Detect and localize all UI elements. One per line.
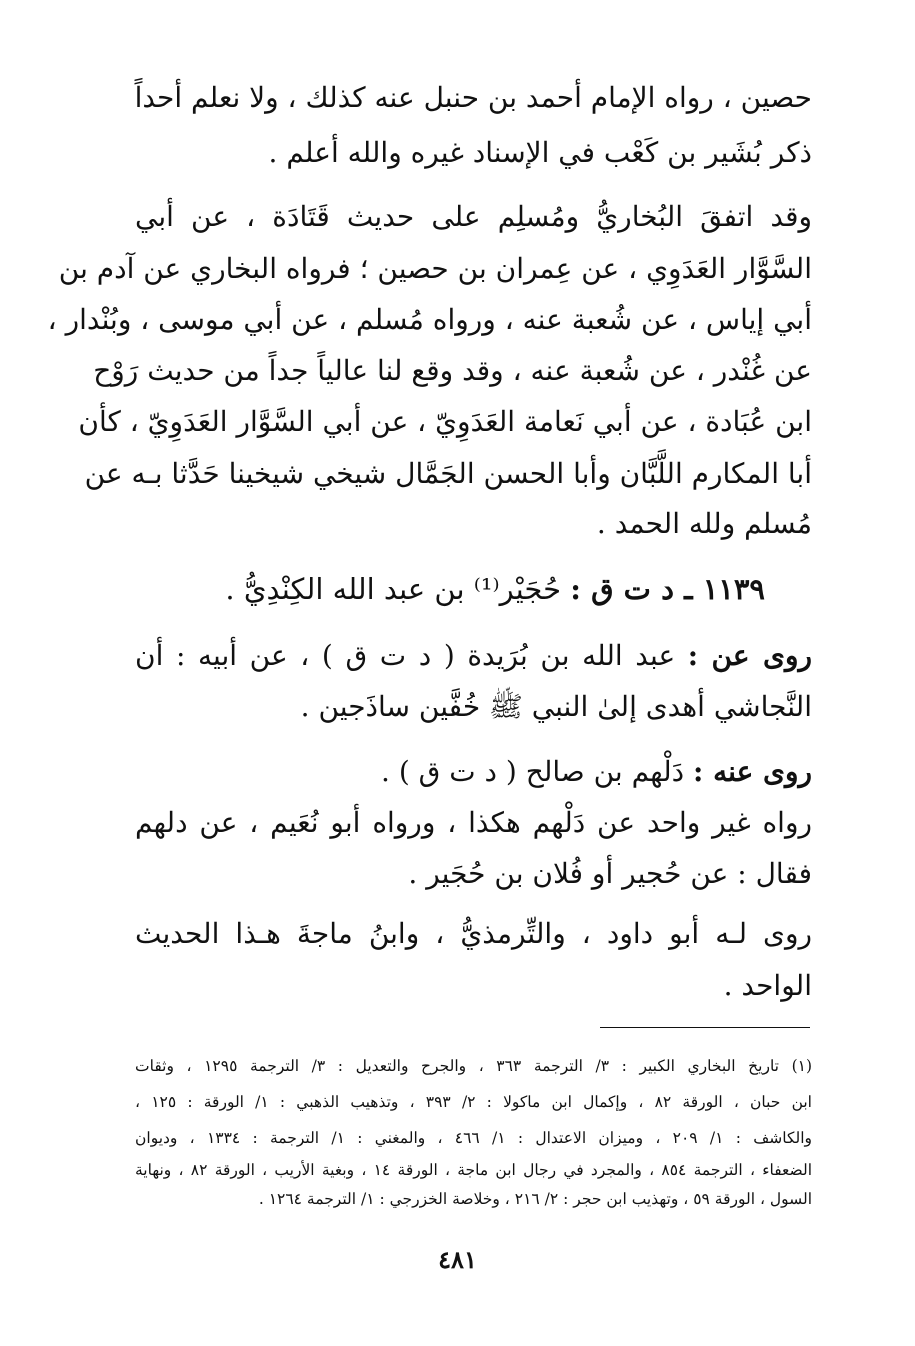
text-line: روى لـه أبو داود ، والتِّرمذيُّ ، وابنُ ماجةَ هـذا الحديث bbox=[135, 917, 812, 950]
entry-number: ١١٣٩ ـ د ت ق : bbox=[570, 572, 765, 606]
footnote-separator bbox=[600, 1027, 810, 1028]
text-line: مُسلم ولله الحمد . bbox=[596, 507, 812, 540]
text-line: ابن عُبَادة ، عن أبي نَعامة العَدَوِيّ ، عن أبي السَّوَّار العَدَوِيّ ، كأن bbox=[78, 405, 812, 438]
text-line: رواه غير واحد عن دَلْهم هكذا ، ورواه أبو نُعَيم ، عن دلهم bbox=[135, 806, 812, 839]
text-line: السَّوَّار العَدَوِي ، عن عِمران بن حصين ؛ فرواه البخاري عن آدم بن bbox=[58, 252, 812, 285]
text-line: عن غُنْدر ، عن شُعبة عنه ، وقد وقع لنا عالياً جداً من حديث رَوْح bbox=[93, 354, 812, 387]
page-number: ٤٨١ bbox=[438, 1245, 477, 1274]
text-line: حصين ، رواه الإمام أحمد بن حنبل عنه كذلك ، ولا نعلم أحداً bbox=[134, 81, 812, 114]
text-line: فقال : عن حُجير أو فُلان بن حُجَير . bbox=[408, 857, 812, 890]
narrated-by-text: دَلْهم بن صالح ( د ت ق ) . bbox=[381, 755, 685, 788]
entry-name: حُجَيْر⁽¹⁾ بن عبد الله الكِنْدِيُّ . bbox=[225, 572, 562, 606]
narrated-from-line bbox=[135, 632, 812, 680]
footnote-line: (١) تاريخ البخاري الكبير : ٣/ الترجمة ٣٦٣ ، والجرح والتعديل : ٣/ الترجمة ١٢٩٥ ، وثقات bbox=[135, 1057, 813, 1075]
narrated-from-text: عبد الله بن بُرَيدة ( د ت ق ) ، عن أبيه : أن bbox=[135, 639, 676, 672]
footnote-line: والكاشف : ١/ ٢٠٩ ، وميزان الاعتدال : ١/ ٤٦٦ ، والمغني : ١/ الترجمة : ١٣٣٤ ، وديوان bbox=[135, 1129, 813, 1147]
text-line: وقد اتفقَ البُخاريُّ ومُسلِم على حديث قَتَادَة ، عن أبي bbox=[135, 200, 812, 233]
footnote-line: الضعفاء ، الترجمة ٨٥٤ ، والمجرد في رجال ابن ماجة ، الورقة ١٤ ، وبغية الأريب ، الورقة ٨٢ ، ونهاية bbox=[135, 1161, 813, 1179]
narrated-from-label: روى عن : bbox=[687, 639, 812, 672]
text-line: أبا المكارم اللَّبَّان وأبا الحسن الجَمَّال شيخي شيخينا حَدَّثا بـه عن bbox=[84, 457, 812, 490]
text-line: النَّجاشي أهدى إلىٰ النبي ﷺ خُفَّين ساذَجين . bbox=[300, 690, 812, 723]
footnote-line: ابن حبان ، الورقة ٨٢ ، وإكمال ابن ماكولا : ٢/ ٣٩٣ ، وتذهيب الذهبي : ١/ الورقة : ١٢٥ ، bbox=[135, 1093, 812, 1111]
text-line: ذكر بُشَير بن كَعْب في الإسناد غيره والله أعلم . bbox=[268, 136, 812, 169]
text-line: الواحد . bbox=[723, 969, 812, 1002]
entry-heading bbox=[135, 565, 765, 613]
text-line: أبي إياس ، عن شُعبة عنه ، ورواه مُسلم ، عن أبي موسى ، وبُنْدار ، bbox=[47, 303, 812, 336]
footnote-line: السول ، الورقة ٥٩ ، وتهذيب ابن حجر : ٢/ ٢١٦ ، وخلاصة الخزرجي : ١/ الترجمة ١٢٦٤ . bbox=[258, 1190, 812, 1208]
narrated-by-label: روى عنه : bbox=[693, 755, 812, 788]
narrated-by-line bbox=[135, 748, 812, 796]
